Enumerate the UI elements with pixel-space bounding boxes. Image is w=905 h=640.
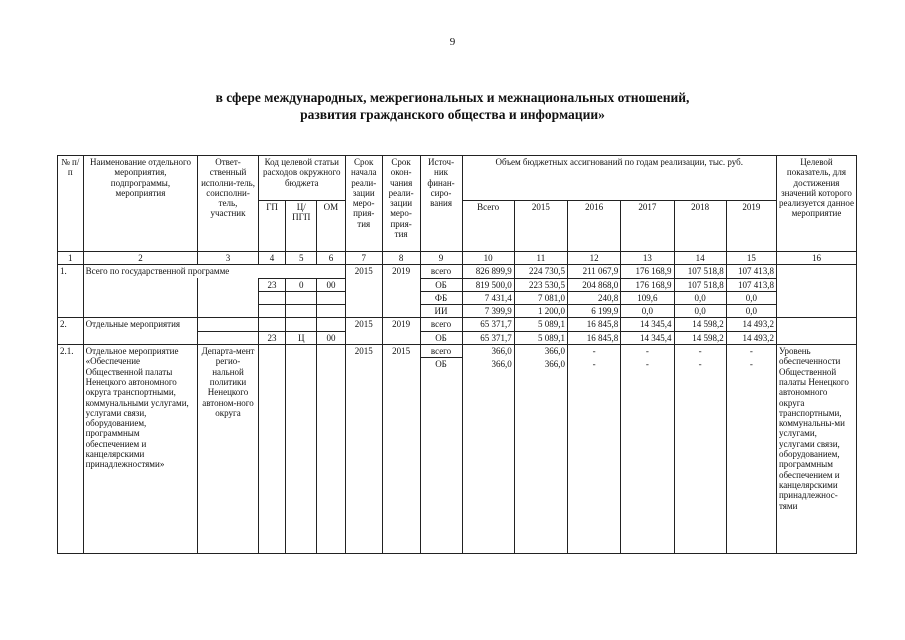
header-2015: 2015 (514, 201, 567, 252)
blank-cell (286, 305, 317, 318)
gp-code: 23 (258, 278, 286, 291)
page-title (0, 89, 905, 123)
value-cell: 7 081,0 (514, 291, 567, 304)
target-cell (776, 265, 856, 318)
header-end: Срок окон-чания реали-зации меро-прия-тия (382, 156, 420, 252)
header-responsible: Ответ-ственный исполни-тель, соисполни-тель, участник (198, 156, 258, 252)
col-number: 10 (462, 252, 514, 265)
col-number: 12 (568, 252, 621, 265)
value-cell: 240,8 (568, 291, 621, 304)
source-cell: ИИ (420, 305, 462, 318)
header-total: Всего (462, 201, 514, 252)
row-start: 2015 (345, 318, 382, 345)
row-number: 1. (58, 265, 84, 318)
header-source: Источ-ник финан-сиро-вания (420, 156, 462, 252)
header-target: Целевой показатель, для достижения значений которого реализуется данное мероприятие (776, 156, 856, 252)
value-cell: 366,0 (462, 358, 514, 554)
blank-cell (198, 305, 258, 318)
blank-cell (317, 291, 346, 304)
blank-cell (286, 318, 317, 331)
value-cell: 107 413,8 (726, 278, 776, 291)
value-cell: 16 845,8 (568, 331, 621, 344)
header-code: Код целевой статьи расходов окружного бюджета (258, 156, 345, 201)
value-cell: 14 345,4 (621, 318, 674, 331)
value-cell: 0,0 (674, 305, 726, 318)
c-code: Ц (286, 331, 317, 344)
col-number: 7 (345, 252, 382, 265)
blank-cell (286, 291, 317, 304)
col-number: 13 (621, 252, 674, 265)
row-number: 2. (58, 318, 84, 345)
value-cell: 14 493,2 (726, 318, 776, 331)
value-cell: 176 168,9 (621, 278, 674, 291)
row-end: 2019 (382, 265, 420, 318)
column-number-row (58, 252, 857, 265)
value-cell: - (726, 358, 776, 554)
value-cell: 7 431,4 (462, 291, 514, 304)
source-cell: всего (420, 345, 462, 358)
header-om: ОМ (317, 201, 346, 252)
value-cell: 14 598,2 (674, 331, 726, 344)
row-end: 2015 (382, 345, 420, 554)
col-number: 8 (382, 252, 420, 265)
header-start: Срок начала реали-зации меро-прия-тия (345, 156, 382, 252)
col-number: 5 (286, 252, 317, 265)
source-cell: всего (420, 265, 462, 278)
target-cell (776, 318, 856, 345)
value-cell: 65 371,7 (462, 331, 514, 344)
table-row (58, 318, 857, 331)
value-cell: 0,0 (621, 305, 674, 318)
title-line-2: развития гражданского общества и информации» (300, 107, 605, 122)
col-number: 11 (514, 252, 567, 265)
page-number: 9 (449, 36, 456, 48)
value-cell: 366,0 (462, 345, 514, 358)
program-table (57, 155, 857, 554)
table-row (58, 278, 857, 291)
blank-cell (83, 278, 198, 291)
blank-cell (317, 358, 346, 554)
value-cell: 0,0 (674, 291, 726, 304)
value-cell: 6 199,9 (568, 305, 621, 318)
header-volume: Объем бюджетных ассигнований по годам реализации, тыс. руб. (462, 156, 776, 201)
blank-cell (198, 318, 258, 331)
value-cell: 176 168,9 (621, 265, 674, 278)
col-number: 14 (674, 252, 726, 265)
col-number: 1 (58, 252, 84, 265)
blank-cell (83, 305, 198, 318)
header-2019: 2019 (726, 201, 776, 252)
value-cell: - (621, 358, 674, 554)
om-code: 00 (317, 278, 346, 291)
source-cell: ФБ (420, 291, 462, 304)
blank-cell (258, 291, 286, 304)
value-cell: 16 845,8 (568, 318, 621, 331)
blank-cell (286, 358, 317, 554)
blank-cell (258, 358, 286, 554)
table-row (58, 305, 857, 318)
col-number: 3 (198, 252, 258, 265)
blank-cell (198, 331, 258, 344)
header-row-1 (58, 156, 857, 201)
value-cell: 14 598,2 (674, 318, 726, 331)
value-cell: 109,6 (621, 291, 674, 304)
blank-cell (258, 305, 286, 318)
source-cell: ОБ (420, 358, 462, 554)
col-number: 4 (258, 252, 286, 265)
row-name: Всего по государственной программе (83, 265, 345, 278)
value-cell: 5 089,1 (514, 331, 567, 344)
blank-cell (258, 345, 286, 358)
header-2018: 2018 (674, 201, 726, 252)
gp-code: 23 (258, 331, 286, 344)
row-name: Отдельное мероприятие «Обеспечение Общественной палаты Ненецкого автономного округа транспортными, коммунальными услугами, услугами связи, оборудованием, программным обеспечением и канцелярскими принадлежностями» (83, 345, 198, 554)
col-number: 16 (776, 252, 856, 265)
row-responsible: Департа-мент регио-нальной политики Ненецкого автоном-ного округа (198, 345, 258, 554)
value-cell: 14 493,2 (726, 331, 776, 344)
header-2017: 2017 (621, 201, 674, 252)
value-cell: 224 730,5 (514, 265, 567, 278)
row-end: 2019 (382, 318, 420, 345)
om-code: 00 (317, 331, 346, 344)
row-name: Отдельные мероприятия (83, 318, 198, 345)
blank-cell (286, 345, 317, 358)
value-cell: 14 345,4 (621, 331, 674, 344)
blank-cell (198, 291, 258, 304)
value-cell: 5 089,1 (514, 318, 567, 331)
source-cell: ОБ (420, 278, 462, 291)
header-c-pgp: Ц/ ПГП (286, 201, 317, 252)
value-cell: 7 399,9 (462, 305, 514, 318)
blank-cell (317, 345, 346, 358)
value-cell: 0,0 (726, 291, 776, 304)
col-number: 9 (420, 252, 462, 265)
header-name: Наименование отдельного мероприятия, подпрограммы, мероприятия (83, 156, 198, 252)
header-num: № п/п (58, 156, 84, 252)
table-row (58, 291, 857, 304)
row-number: 2.1. (58, 345, 84, 554)
target-cell: Уровень обеспеченности Общественной палаты Ненецкого автономного округа транспортными, коммунальны-ми услугами, услугами связи, оборудованием, программным обеспечением и канцелярскими принадлежнос-тями (776, 345, 856, 554)
table-row (58, 265, 857, 278)
value-cell: 107 518,8 (674, 278, 726, 291)
row-start: 2015 (345, 265, 382, 318)
c-code: 0 (286, 278, 317, 291)
blank-cell (317, 305, 346, 318)
col-number: 6 (317, 252, 346, 265)
header-gp: ГП (258, 201, 286, 252)
value-cell: - (568, 358, 621, 554)
blank-cell (83, 291, 198, 304)
header-2016: 2016 (568, 201, 621, 252)
source-cell: ОБ (420, 331, 462, 344)
value-cell: - (621, 345, 674, 358)
value-cell: 211 067,9 (568, 265, 621, 278)
value-cell: 107 518,8 (674, 265, 726, 278)
title-line-1: в сфере международных, межрегиональных и межнациональных отношений, (215, 90, 690, 105)
value-cell: 366,0 (514, 345, 567, 358)
col-number: 15 (726, 252, 776, 265)
blank-cell (198, 278, 258, 291)
value-cell: 65 371,7 (462, 318, 514, 331)
source-cell: всего (420, 318, 462, 331)
row-start: 2015 (345, 345, 382, 554)
value-cell: 107 413,8 (726, 265, 776, 278)
value-cell: 1 200,0 (514, 305, 567, 318)
blank-cell (317, 318, 346, 331)
value-cell: - (674, 345, 726, 358)
table-row (58, 345, 857, 358)
value-cell: - (726, 345, 776, 358)
value-cell: - (568, 345, 621, 358)
value-cell: 819 500,0 (462, 278, 514, 291)
value-cell: 826 899,9 (462, 265, 514, 278)
value-cell: 223 530,5 (514, 278, 567, 291)
value-cell: 366,0 (514, 358, 567, 554)
col-number: 2 (83, 252, 198, 265)
value-cell: 204 868,0 (568, 278, 621, 291)
blank-cell (258, 318, 286, 331)
value-cell: 0,0 (726, 305, 776, 318)
value-cell: - (674, 358, 726, 554)
